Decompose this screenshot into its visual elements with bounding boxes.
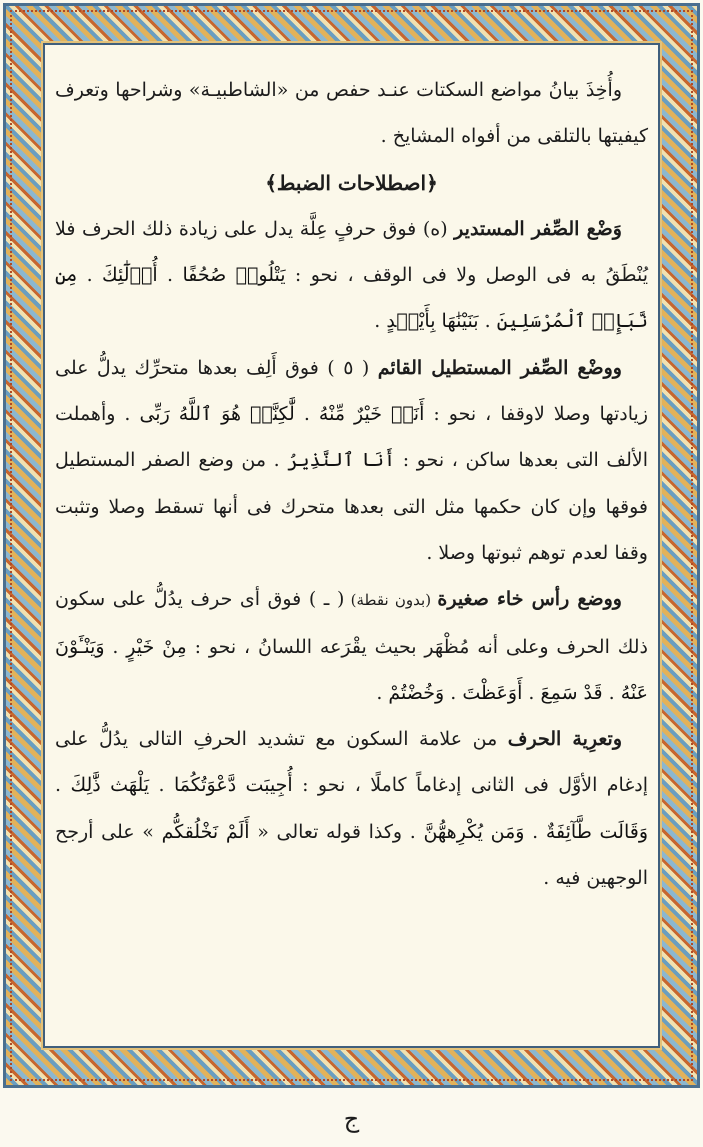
text-segment: (ه) فوق حرفٍ عِلَّة يدل على زيادة ذلك الحرف فلا يُنْطَقُ به فى الوصل ولا فى الوقف ، نحو :: [55, 217, 648, 287]
separator: .: [478, 310, 497, 333]
separator: .: [104, 635, 127, 658]
separator: .: [149, 774, 174, 797]
text-content: [55, 67, 648, 901]
paragraph-intro: وأُخِذَ بيانُ مواضع السكتات عنـد حفص من «الشاطبيـة» وشراحها وتعرف كيفيتها بالتلقى من أفواه المشايخ .: [55, 79, 648, 148]
term-bare-letter: وتعرِية الحرف: [507, 728, 622, 751]
separator: .: [444, 681, 463, 704]
quran-example: أَوَعَظْتَ: [462, 681, 523, 704]
separator: .: [374, 310, 387, 333]
quran-example: وَقَالَت طَّآئِفَةٌ: [545, 820, 649, 843]
quran-example: أَنَا ٱلنَّذِيرُ: [287, 449, 396, 472]
quran-example: قَدْ سَمِعَ: [540, 681, 603, 704]
separator: .: [294, 403, 319, 426]
quran-example: وَخُضْتُمْ: [388, 681, 445, 704]
separator: .: [55, 774, 71, 797]
quran-example: يَلْهَث ذَّٰلِكَ: [70, 774, 150, 797]
quran-example: وَمَن يُكْرِههُّنَّ: [423, 820, 525, 843]
text-segment: من علامة السكون مع تشديد الحرفِ التالى يدُلُّ على إدغام الأوَّل فى الثانى إدغاماً كاملًا ، نحو :: [55, 728, 649, 797]
text-segment: ( ٥ ) فوق أَلِف بعدها متحرِّك يدلُّ على زيادتها وصلا لاوقفا ، نحو :: [55, 356, 648, 426]
page-number: ج: [343, 1105, 360, 1133]
term-oval-zero: ووضْع الصِّفر المستطيل القائم: [377, 356, 622, 379]
text-segment: . من وضع الصفر المستطيل فوقها وإن كان حكمها مثل التى بعدها متحرك فى أنها تسقط وصلا وتثبت وقفا لعدم توهم ثبوتها وصلا .: [55, 449, 648, 564]
separator: .: [602, 681, 621, 704]
page-body: [43, 43, 660, 1048]
quran-example: أَنَا۠ خَيْرٌ مِّنْهُ: [318, 403, 425, 426]
separator: .: [77, 264, 103, 287]
quran-example: مِن نَّبَإِى۟ ٱلْمُرْسَلِينَ: [55, 264, 648, 333]
separator: .: [524, 820, 546, 843]
separator: .: [376, 681, 389, 704]
quran-example: أُجِيبَت دَّعْوَتُكُمَا: [173, 774, 293, 797]
text-segment: . وكذا قوله تعالى «: [249, 820, 424, 843]
text-segment: ( ـ ) فوق أى حرف يدُلُّ على سكون ذلك الحرف وعلى أنه مُظْهَر بحيث يقْرَعه اللسانُ ، نحو :: [55, 588, 648, 658]
term-small-kha: ووضع رأس خاء صغيرة: [437, 588, 622, 611]
quran-example: بَنَيْنَٰهَا بِأَيْي۟دٍ: [386, 310, 479, 333]
quran-example: أُو۟لَٰٓئِكَ: [102, 264, 158, 287]
text-segment: » على أرجح الوجهين فيه .: [55, 820, 648, 890]
quran-example: مِنْ خَيْرٍ: [126, 635, 187, 658]
paragraph-round-zero: [55, 206, 648, 345]
quran-example: لَّٰكِنَّا۠ هُوَ ٱللَّهُ رَبِّى: [139, 403, 295, 426]
quran-example: يَتْلُوا۟ صُحُفًا: [182, 264, 286, 287]
quran-example: وَيَنْـَٔوْنَ عَنْهُ: [55, 635, 648, 704]
note-no-dot: (بدون نقطة): [344, 591, 438, 610]
separator: .: [157, 264, 183, 287]
quran-example: أَلَمْ نَخْلُقكُّم: [161, 820, 250, 843]
paragraph-bare-letter: [55, 716, 648, 901]
separator: .: [522, 681, 541, 704]
section-title: ﴿اصطلاحات الضبط﴾: [265, 170, 438, 195]
text-segment: . وأهملت الألف التى بعدها ساكن ، نحو :: [55, 403, 648, 472]
ornamental-border: [3, 3, 700, 1088]
term-round-zero: وَضْع الصِّفر المستدير: [454, 217, 622, 240]
paragraph-oval-zero: [55, 345, 648, 576]
paragraph-small-kha: [55, 576, 648, 716]
